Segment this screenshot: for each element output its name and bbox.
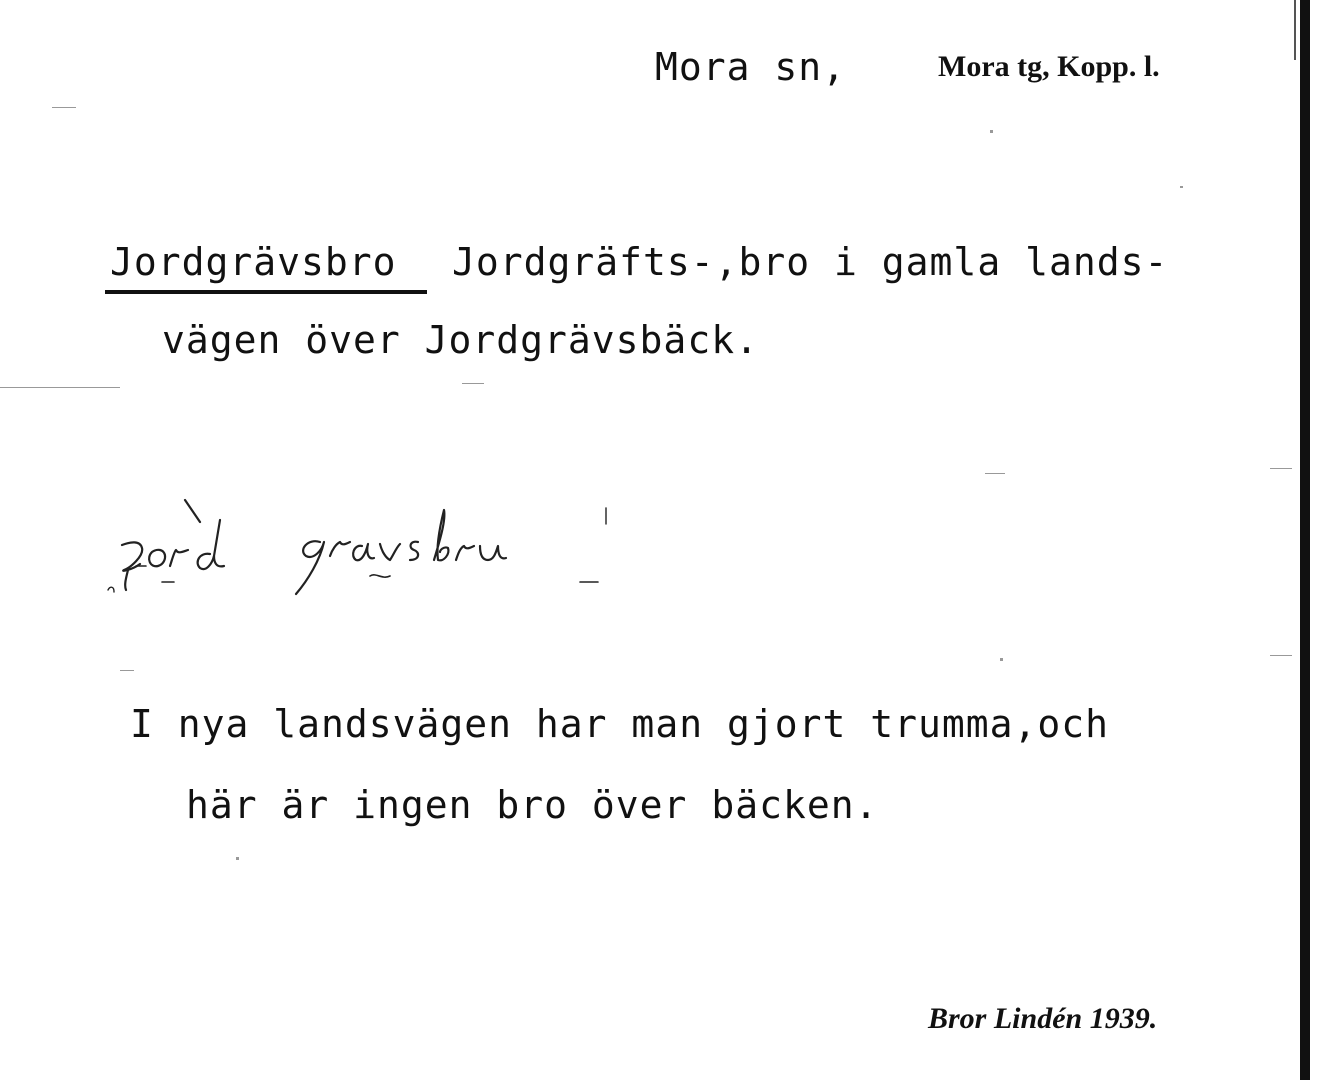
parish-label: Mora sn,	[655, 45, 847, 89]
scan-speck	[1270, 468, 1292, 469]
scan-speck	[0, 387, 120, 388]
note-line-1: I nya landsvägen har man gjort trumma,och	[130, 702, 1109, 746]
scan-speck	[1180, 186, 1183, 188]
scan-speck	[1270, 655, 1292, 656]
district-label: Mora tg, Kopp. l.	[938, 50, 1160, 83]
headword: Jordgrävsbro	[110, 240, 397, 284]
headword-underline	[105, 290, 427, 294]
scan-speck	[985, 473, 1005, 474]
scan-speck	[462, 383, 484, 384]
scan-speck	[120, 670, 134, 671]
entry-definition-line-2: vägen över Jordgrävsbäck.	[162, 318, 759, 362]
note-line-2: här är ingen bro över bäcken.	[186, 783, 879, 827]
card-edge-shadow	[1300, 0, 1310, 1080]
signature: Bror Lindén 1939.	[928, 1002, 1158, 1035]
scan-speck	[52, 107, 76, 108]
handwritten-pronunciation	[100, 490, 640, 610]
scan-speck	[1000, 658, 1003, 661]
scan-speck	[236, 857, 239, 860]
scan-speck	[990, 130, 993, 133]
entry-definition-line-1: Jordgräfts-,bro i gamla lands-	[452, 240, 1169, 284]
card-edge-line	[1294, 0, 1296, 60]
